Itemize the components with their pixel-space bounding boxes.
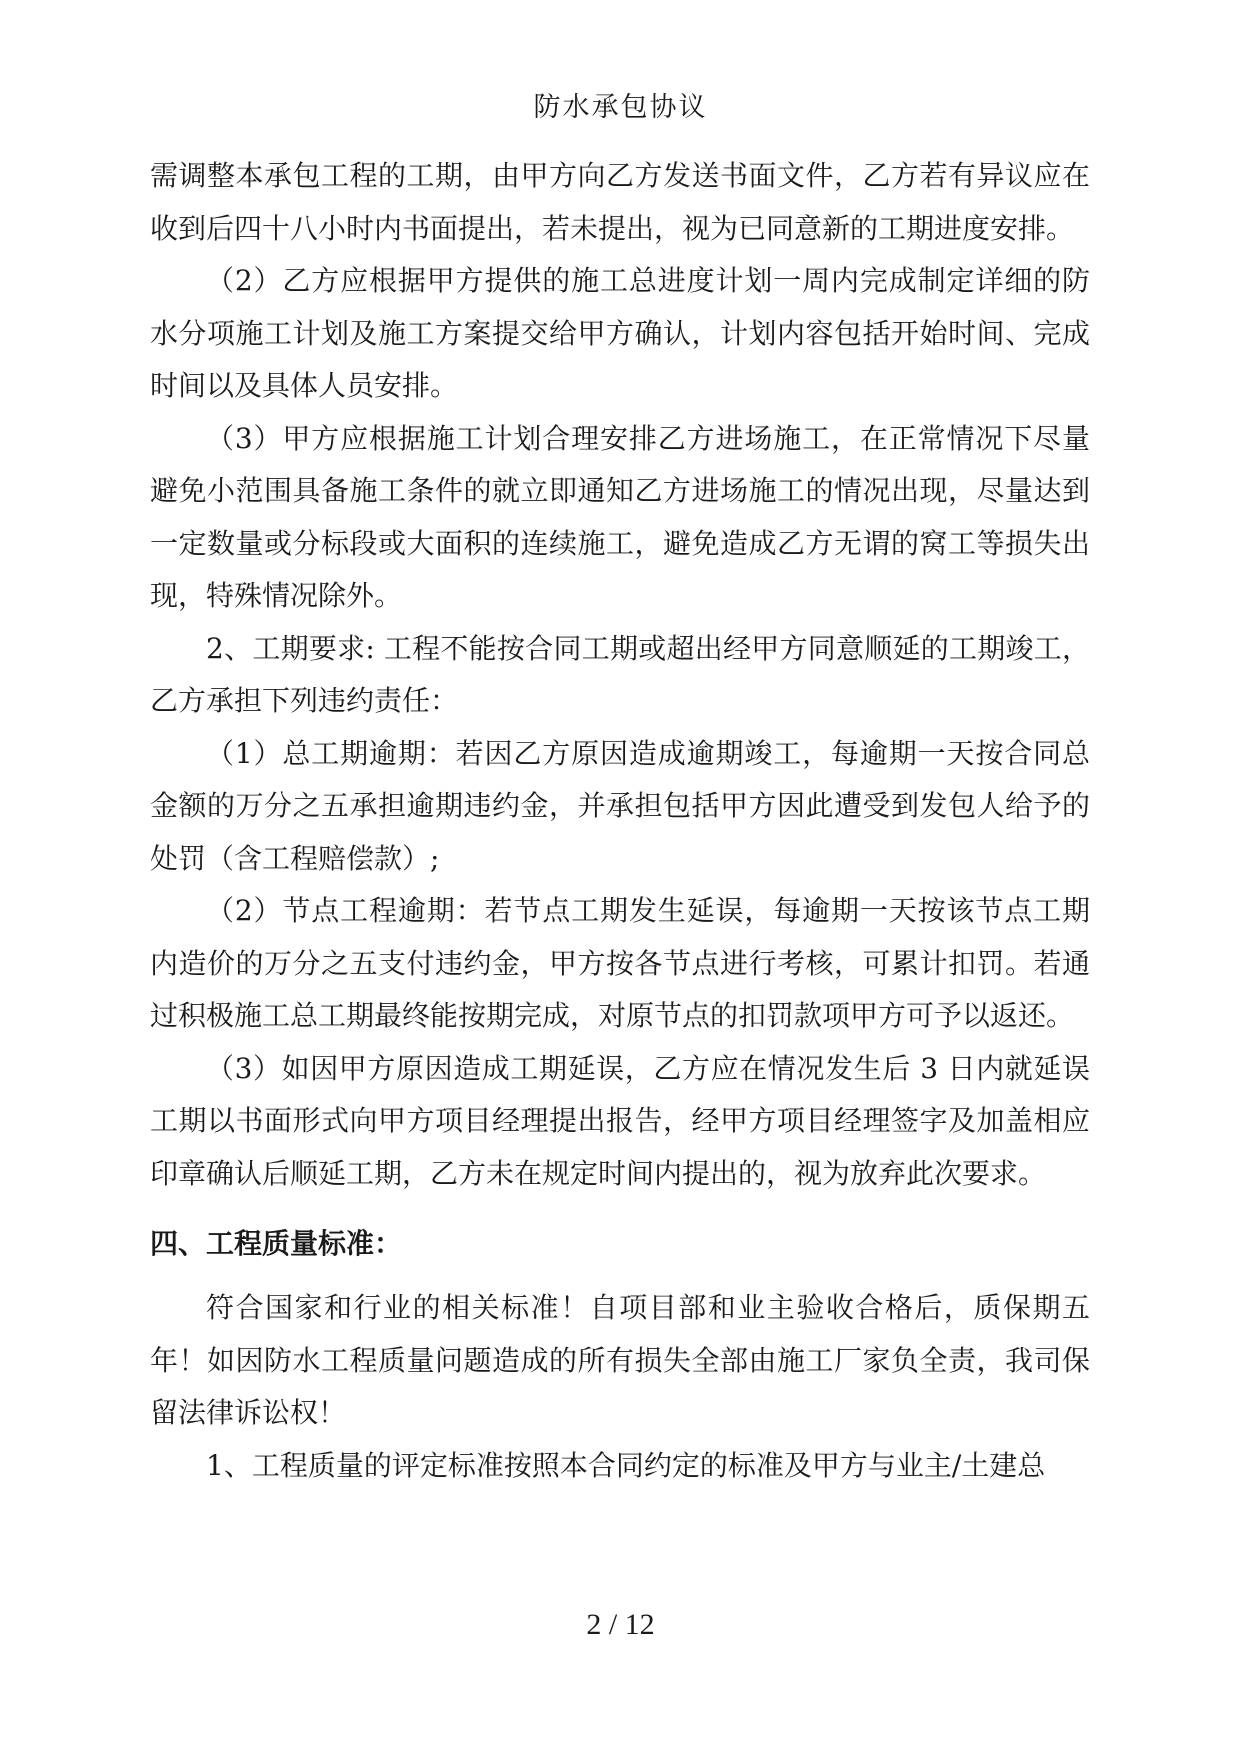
section-heading-quality-standard: 四、工程质量标准： (150, 1227, 403, 1260)
paragraph-site-arrangement: （3）甲方应根据施工计划合理安排乙方进场施工，在正常情况下尽量避免小范围具备施工条件的就立即通知乙方进场施工的情况出现，尽量达到一定数量或分标段或大面积的连续施工，避免造成乙方无谓的窝工等损失出现，特殊情况除外。 (150, 421, 1090, 612)
paragraph-schedule-requirement: 2、工期要求: 工程不能按合同工期或超出经甲方同意顺延的工期竣工，乙方承担下列违约责任： (150, 631, 1090, 717)
paragraph-quality-evaluation: 1、工程质量的评定标准按照本合同约定的标准及甲方与业主/土建总 (206, 1448, 1046, 1482)
paragraph-quality-warranty: 符合国家和行业的相关标准！自项目部和业主验收合格后，质保期五年！如因防水工程质量问题造成的所有损失全部由施工厂家负全责，我司保留法律诉讼权！ (150, 1291, 1090, 1429)
page-number: 2 / 12 (586, 1608, 655, 1641)
paragraph-party-a-delay: （3）如因甲方原因造成工期延误，乙方应在情况发生后 3 日内就延误工期以书面形式向甲方项目经理提出报告，经甲方项目经理签字及加盖相应印章确认后顺延工期，乙方未在规定时间内提出的，视为放弃此次要求。 (150, 1051, 1090, 1190)
paragraph-total-delay-penalty: （1）总工期逾期：若因乙方原因造成逾期竣工，每逾期一天按合同总金额的万分之五承担逾期违约金，并承担包括甲方因此遭受到发包人给予的处罚（含工程赔偿款）; (150, 736, 1090, 875)
paragraph-milestone-delay-penalty: （2）节点工程逾期：若节点工期发生延误，每逾期一天按该节点工期内造价的万分之五支付违约金，甲方按各节点进行考核，可累计扣罚。若通过积极施工总工期最终能按期完成，对原节点的扣罚款项甲方可予以返还。 (150, 894, 1090, 1032)
page-header-title: 防水承包协议 (533, 92, 708, 123)
document-body (150, 150, 1090, 1492)
paragraph-construction-plan: （2）乙方应根据甲方提供的施工总进度计划一周内完成制定详细的防水分项施工计划及施工方案提交给甲方确认，计划内容包括开始时间、完成时间以及具体人员安排。 (150, 264, 1090, 402)
paragraph-schedule-adjustment: 需调整本承包工程的工期，由甲方向乙方发送书面文件，乙方若有异议应在收到后四十八小时内书面提出，若未提出，视为已同意新的工期进度安排。 (150, 159, 1090, 245)
